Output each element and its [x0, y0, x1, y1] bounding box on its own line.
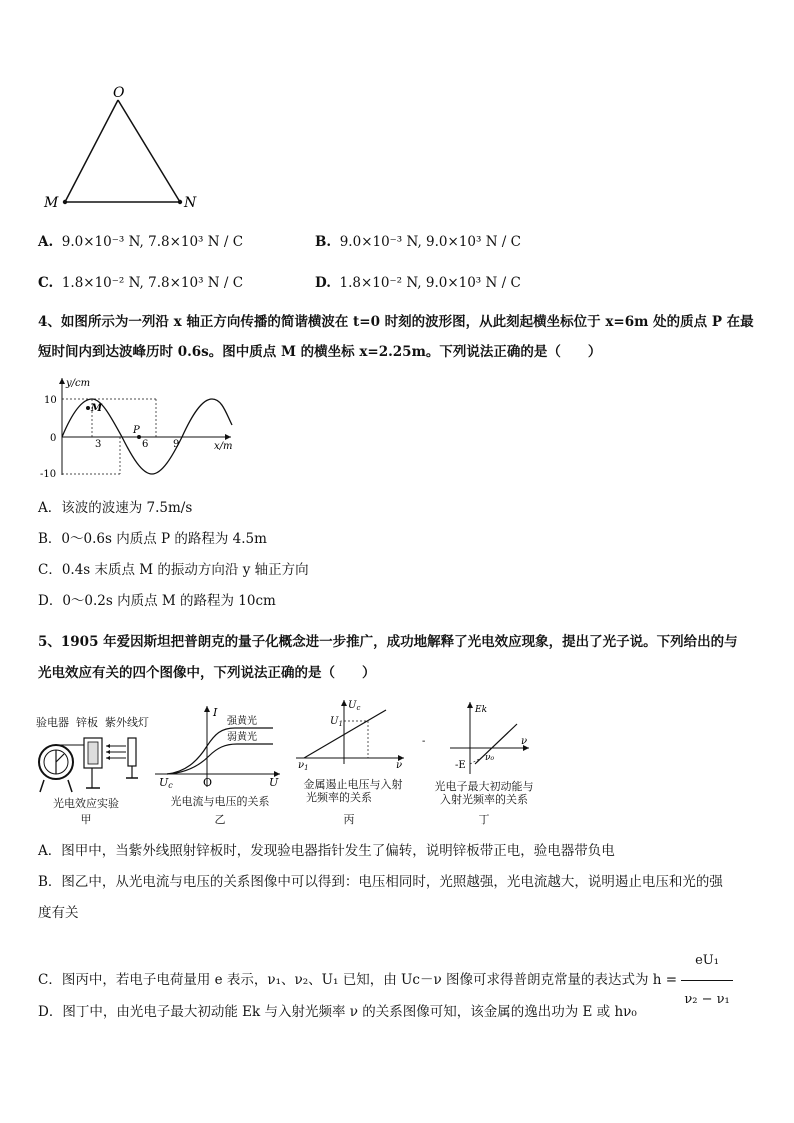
wave-ylabel: y/cm	[66, 378, 91, 389]
ding-caption-1: 光电子最大初动能与	[434, 780, 534, 793]
jia-caption: 光电效应实验	[53, 797, 119, 810]
yi-graph	[155, 702, 285, 792]
q5-option-c: C．图丙中，若电子电荷量用 e 表示，ν₁、ν₂、U₁ 已知，由 Uc－ν 图像可求得普朗克常量的表达式为 h = $\frac{\text{eU₁}}{\text{ν₂ − ν₁}}$	[38, 942, 733, 1019]
ding-v0: ν₀	[485, 753, 495, 763]
q4-option-a: A．该波的波速为 7.5m/s	[38, 500, 193, 516]
ding-graph	[422, 700, 543, 778]
wave-graph	[36, 375, 236, 483]
wave-ytick-10: 10	[44, 395, 57, 406]
bing-caption-2: 光频率的关系	[306, 791, 372, 804]
yi-tag: 乙	[214, 813, 226, 826]
bing-caption-1: 金属遏止电压与入射	[303, 778, 403, 791]
q3-option-d: D. 1.8×10⁻² N, 9.0×10³ N / C	[315, 275, 521, 291]
figure-jia	[34, 710, 152, 830]
yi-uc: Uc	[159, 776, 173, 790]
figure-ding	[422, 700, 543, 830]
q4-option-c: C．0.4s 末质点 M 的振动方向沿 y 轴正方向	[38, 562, 309, 578]
yi-axis-u: U	[269, 776, 279, 789]
figure-yi	[155, 702, 285, 832]
wave-point-m: M	[91, 403, 103, 414]
jia-label-lamp: 紫外线灯	[105, 716, 149, 729]
q5-stem-line1: 5、1905 年爱因斯坦把普朗克的量子化概念进一步推广，成功地解释了光电效应现象，提出了光子说。下列给出的与	[38, 634, 738, 650]
yi-origin: O	[203, 776, 213, 789]
ding-tag: 丁	[478, 813, 490, 826]
q3-option-c: C. 1.8×10⁻² N, 7.8×10³ N / C	[38, 275, 244, 291]
q4-stem-line2: 短时间内到达波峰历时 0.6s。图中质点 M 的横坐标 x=2.25m。下列说法正确的是（ ）	[38, 344, 602, 360]
wave-xtick-6: 6	[142, 439, 149, 450]
triangle-figure	[30, 80, 210, 215]
planck-fraction: $\frac{\text{eU₁}}{\text{ν₂ − ν₁}}$	[681, 942, 732, 1019]
vertex-n: N	[184, 195, 197, 211]
figure-bing	[294, 698, 412, 828]
q3-option-a: A. 9.0×10⁻³ N, 7.8×10³ N / C	[38, 234, 244, 250]
wave-point-p: P	[133, 425, 140, 436]
ding-axis-ek: Ek	[475, 705, 488, 715]
bing-graph	[294, 698, 412, 770]
q5-option-d: D．图丁中，由光电子最大初动能 Ek 与入射光频率 ν 的关系图像可知，该金属的逸出功为 E 或 hν₀	[38, 1004, 637, 1020]
wave-ytick-0: 0	[50, 433, 57, 444]
jia-apparatus	[34, 730, 152, 800]
bing-u1: $U_1$	[330, 716, 343, 728]
vertex-o: O	[113, 85, 125, 101]
jia-tag: 甲	[80, 813, 92, 826]
yi-axis-i: I	[213, 706, 218, 719]
q5-option-b-line1: B．图乙中，从光电流与电压的关系图像中可以得到：电压相同时，光照越强，光电流越大，说明遏止电压和光的强	[38, 874, 723, 890]
q5-option-a: A．图甲中，当紫外线照射锌板时，发现验电器指针发生了偏转，说明锌板带正电，验电器带负电	[38, 843, 615, 859]
jia-label-zinc: 锌板	[76, 716, 98, 729]
bing-axis-uc: $U_c$	[348, 700, 361, 712]
bing-tag: 丙	[343, 813, 355, 826]
wave-xlabel: x/m	[214, 441, 233, 452]
q5-stem-line2: 光电效应有关的四个图像中，下列说法正确的是（ ）	[38, 665, 376, 681]
vertex-m: M	[44, 195, 59, 211]
q4-option-d: D．0～0.2s 内质点 M 的路程为 10cm	[38, 593, 276, 609]
svg-text:-: -	[422, 736, 426, 747]
yi-caption: 光电流与电压的关系	[170, 795, 270, 808]
wave-ytick-neg10: -10	[40, 469, 57, 480]
yi-weak: 弱黄光	[227, 732, 257, 743]
q5-option-b-line2: 度有关	[38, 905, 79, 921]
bing-axis-v: ν	[396, 760, 403, 771]
wave-xtick-9: 9	[173, 439, 180, 450]
yi-strong: 强黄光	[227, 716, 257, 727]
wave-xtick-3: 3	[95, 439, 102, 450]
jia-label-electroscope: 验电器	[36, 716, 69, 729]
q4-stem-line1: 4、如图所示为一列沿 x 轴正方向传播的简谐横波在 t=0 时刻的波形图，从此刻起横坐标位于 x=6m 处的质点 P 在最	[38, 314, 754, 330]
q3-option-b: B. 9.0×10⁻³ N, 9.0×10³ N / C	[315, 234, 521, 250]
ding-neg-e: -E	[455, 760, 466, 771]
ding-caption-2: 入射光频率的关系	[440, 793, 528, 806]
bing-v1: $\nu_1$	[298, 760, 309, 772]
ding-axis-v: ν	[521, 736, 528, 747]
q4-option-b: B．0～0.6s 内质点 P 的路程为 4.5m	[38, 531, 267, 547]
